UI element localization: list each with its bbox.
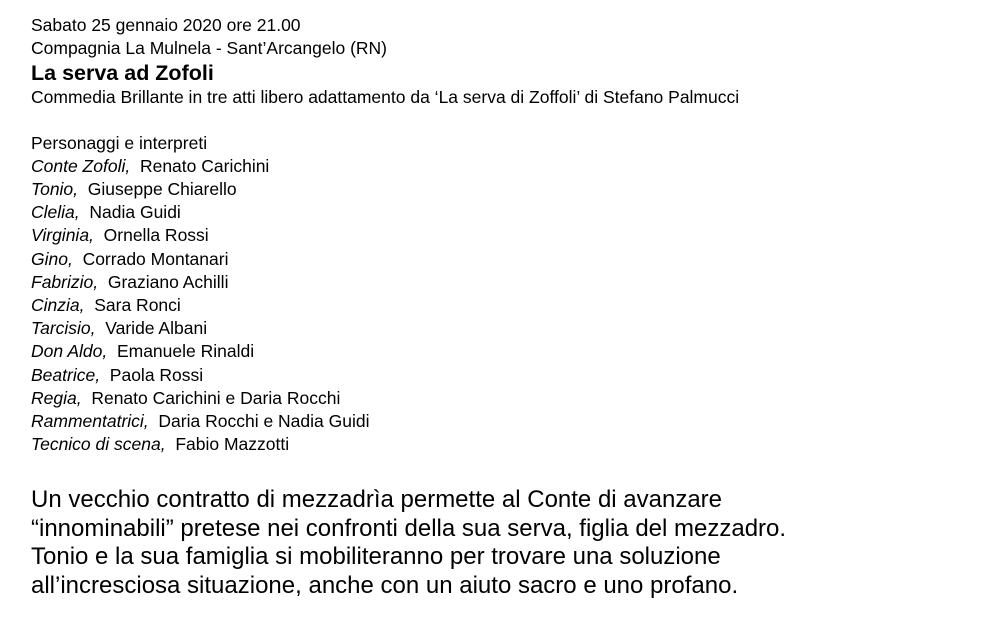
synopsis-line: all’incresciosa situazione, anche con un aiuto sacro e uno profano.	[31, 571, 739, 599]
cast-role: Conte Zofoli,	[31, 155, 131, 176]
synopsis-line: Un vecchio contratto di mezzadrìa permette al Conte di avanzare	[31, 486, 723, 513]
cast-actor: Ornella Rossi	[103, 225, 209, 246]
cast-entry	[31, 340, 981, 363]
cast-actor: Paola Rossi	[109, 364, 204, 385]
cast-entry	[31, 271, 981, 294]
cast-actor: Corrado Montanari	[82, 248, 229, 269]
cast-actor: Renato Carichini e Daria Rocchi	[91, 387, 341, 408]
cast-actor: Graziano Achilli	[107, 271, 229, 292]
cast-entry	[31, 364, 981, 387]
cast-entry	[31, 201, 981, 224]
cast-entry	[31, 248, 981, 271]
cast-role: Beatrice,	[31, 364, 101, 385]
cast-role: Don Aldo,	[31, 341, 108, 362]
cast-role: Cinzia,	[31, 295, 85, 316]
cast-role: Tarcisio,	[31, 318, 96, 339]
synopsis-line: Tonio e la sua famiglia si mobiliteranno per trovare una soluzione	[31, 543, 721, 570]
cast-list	[31, 155, 981, 457]
cast-role: Regia,	[31, 387, 82, 408]
cast-entry	[31, 294, 981, 317]
cast-actor: Renato Carichini	[139, 155, 270, 176]
cast-role: Tecnico di scena,	[31, 434, 166, 455]
cast-actor: Daria Rocchi e Nadia Guidi	[158, 411, 370, 432]
company-name: Compagnia La Mulnela - Sant’Arcangelo (RN)	[31, 38, 388, 59]
cast-heading: Personaggi e interpreti	[31, 132, 208, 153]
synopsis	[31, 486, 981, 600]
cast-entry	[31, 410, 981, 433]
event-date: Sabato 25 gennaio 2020 ore 21.00	[31, 15, 301, 35]
cast-role: Virginia,	[31, 225, 94, 246]
cast-entry	[31, 387, 981, 410]
cast-actor: Sara Ronci	[94, 295, 181, 316]
cast-actor: Nadia Guidi	[89, 202, 181, 223]
spacer	[31, 110, 981, 132]
cast-entry	[31, 224, 981, 247]
cast-role: Rammentatrici,	[31, 411, 149, 432]
synopsis-line: “innominabili” pretese nei confronti della sua serva, figlia del mezzadro.	[31, 514, 787, 542]
cast-role: Tonio,	[31, 179, 79, 200]
cast-actor: Varide Albani	[105, 318, 208, 339]
cast-entry	[31, 155, 981, 178]
cast-entry	[31, 433, 981, 456]
event-header	[31, 14, 981, 456]
cast-role: Clelia,	[31, 202, 80, 223]
play-subtitle: Commedia Brillante in tre atti libero adattamento da ‘La serva di Zoffoli’ di Stefano Palmucci	[31, 87, 740, 108]
cast-role: Gino,	[31, 248, 73, 269]
cast-role: Fabrizio,	[31, 271, 99, 292]
cast-entry	[31, 178, 981, 201]
play-title: La serva ad Zofoli	[31, 61, 214, 86]
cast-actor: Giuseppe Chiarello	[87, 179, 237, 200]
cast-actor: Emanuele Rinaldi	[116, 341, 255, 362]
cast-actor: Fabio Mazzotti	[175, 434, 290, 455]
cast-entry	[31, 317, 981, 340]
